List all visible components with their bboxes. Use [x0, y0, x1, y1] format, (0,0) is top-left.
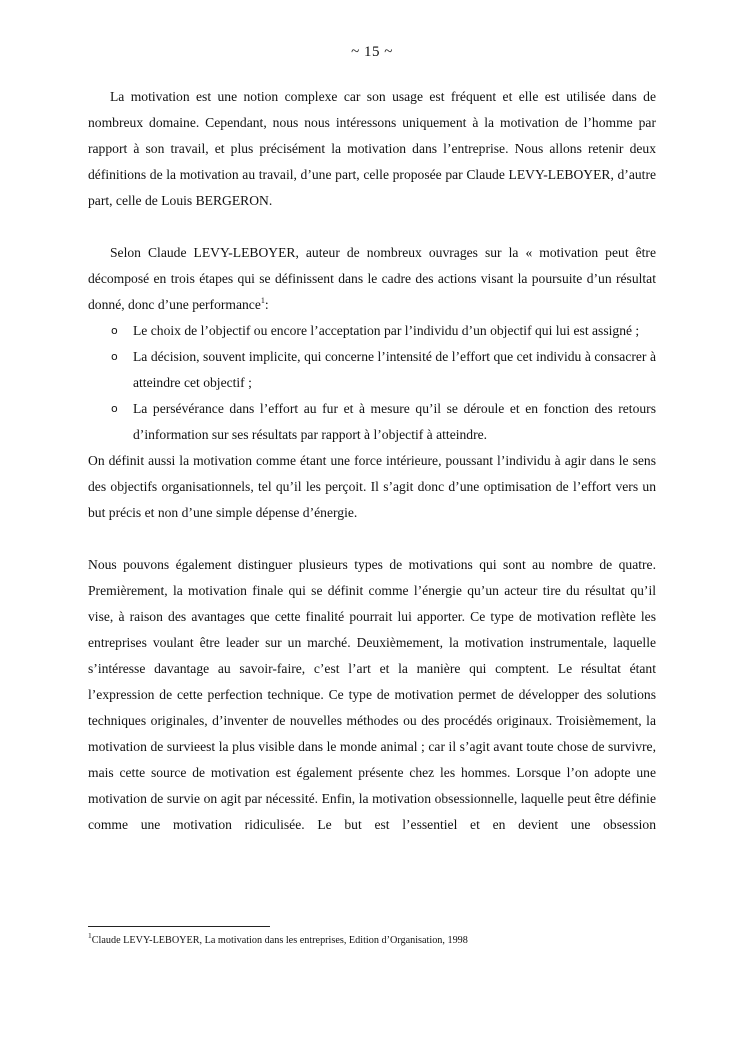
footnote-separator [88, 926, 270, 927]
list-item [88, 396, 656, 448]
footnote [88, 931, 468, 948]
paragraph-motivation-definition: La motivation est une notion complexe car son usage est fréquent et elle est utilisée dans de nombreux domaine. Cependant, nous nous intéressons uniquement à la motivation de l’homme par rapport à son travail, et plus précisément la motivation dans l’entreprise. Nous allons retenir deux définitions de la motivation au travail, d’une part, celle proposée par Claude LEVY-LEBOYER, d’autre part, celle de Louis BERGERON. [88, 89, 656, 208]
steps-bullet-list [88, 318, 656, 448]
list-item-text: La décision, souvent implicite, qui concerne l’intensité de l’effort que cet individu à consacrer à atteindre cet objectif ; [133, 349, 656, 390]
paragraph-levy-leboyer-text: Selon Claude LEVY-LEBOYER, auteur de nombreux ouvrages sur la « motivation peut être décomposé en trois étapes qui se définissent dans le cadre des actions visant la poursuite d’un résultat donné, donc d’une performance [88, 245, 656, 312]
footnote-number: 1 [88, 931, 92, 940]
hollow-bullet-icon: o [111, 324, 118, 337]
paragraph-spacer [88, 214, 656, 240]
document-body [88, 84, 656, 838]
list-item-text: La persévérance dans l’effort au fur et à mesure qu’il se déroule et en fonction des retours d’information sur ses résultats par rapport à l’objectif à atteindre. [133, 401, 656, 442]
hollow-bullet-icon: o [111, 350, 118, 363]
list-item-text: Le choix de l’objectif ou encore l’acceptation par l’individu d’un objectif qui lui est assigné ; [133, 323, 640, 338]
paragraph-spacer [88, 526, 656, 552]
paragraph-levy-leboyer [88, 240, 656, 318]
paragraph-types-motivation: Nous pouvons également distinguer plusieurs types de motivations qui sont au nombre de quatre. Premièrement, la motivation finale qui se définit comme l’énergie qu’un acteur tire du résultat qu’il vise, à raison des avantages que cette finalité pourrait lui apporter. Ce type de motivation reflète les entreprises voulant être leader sur un marché. Deuxièmement, la motivation instrumentale, laquelle s’intéresse davantage au savoir-faire, c’est l’art et la manière qui comptent. Le résultat étant l’expression de cette perfection technique. Ce type de motivation permet de développer des solutions techniques originales, d’inventer de nouvelles méthodes ou des procédés originaux. Troisièmement, la motivation de survieest la plus visible dans le monde animal ; car il s’agit avant toute chose de survivre, mais cette source de motivation est également présente chez les hommes. Lorsque l’on adopte une motivation de survie on agit par nécessité. Enfin, la motivation obsessionnelle, laquelle peut être définie comme une motivation ridiculisée. Le but est l’essentiel et en devient une obsession [88, 557, 656, 832]
page-number: ~ 15 ~ [351, 44, 393, 60]
hollow-bullet-icon: o [111, 402, 118, 415]
footnote-reference: 1 [260, 296, 265, 305]
paragraph-force-interieure: On définit aussi la motivation comme étant une force intérieure, poussant l’individu à agir dans le sens des objectifs organisationnels, tel qu’il les perçoit. Il s’agit donc d’une optimisation de l’effort vers un but précis et non d’une simple dépense d’énergie. [88, 453, 656, 520]
footnote-text: Claude LEVY-LEBOYER, La motivation dans les entreprises, Edition d’Organisation, 1998 [91, 935, 468, 946]
list-item [88, 318, 656, 344]
list-item [88, 344, 656, 396]
paragraph-levy-leboyer-end: : [264, 297, 269, 312]
